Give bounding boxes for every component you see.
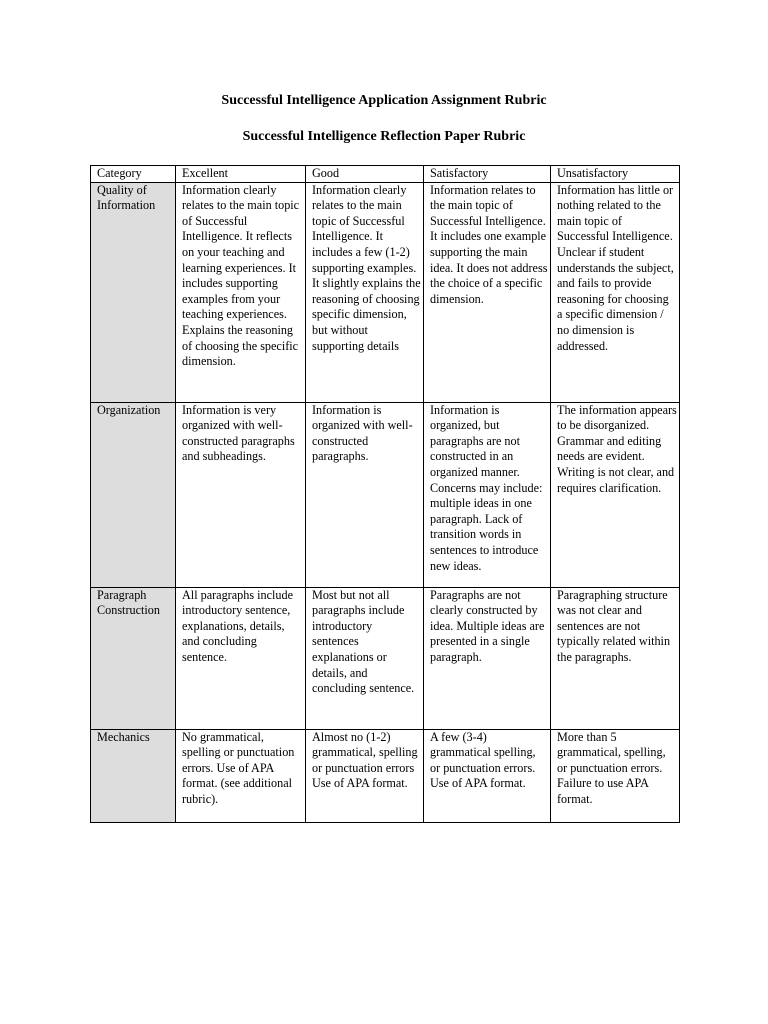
- satisfactory-cell: Information relates to the main topic of Successful Intelligence. It includes one example supporting the main idea. It does not address the choice of a specific dimension.: [424, 182, 551, 402]
- header-satisfactory: Satisfactory: [424, 166, 551, 183]
- excellent-cell: Information is very organized with well-constructed paragraphs and subheadings.: [176, 402, 306, 587]
- excellent-cell: Information clearly relates to the main topic of Successful Intelligence. It reflects on your teaching and learning experiences. It includes supporting examples from your teaching experiences. Explains the reasoning of choosing the specific dimension.: [176, 182, 306, 402]
- table-row: [91, 587, 680, 729]
- satisfactory-cell: Information is organized, but paragraphs are not constructed in an organized manner. Concerns may include: multiple ideas in one paragraph. Lack of transition words in sentences to introduce new ideas.: [424, 402, 551, 587]
- good-cell: Information is organized with well-constructed paragraphs.: [306, 402, 424, 587]
- header-excellent: Excellent: [176, 166, 306, 183]
- unsatisfactory-cell: The information appears to be disorganized. Grammar and editing needs are evident. Writing is not clear, and requires clarification.: [551, 402, 680, 587]
- header-category: Category: [91, 166, 176, 183]
- good-cell: Most but not all paragraphs include introductory sentences explanations or details, and concluding sentence.: [306, 587, 424, 729]
- rubric-title: Successful Intelligence Reflection Paper Rubric: [242, 129, 526, 144]
- satisfactory-cell: A few (3-4) grammatical spelling, or punctuation errors. Use of APA format.: [424, 729, 551, 822]
- category-cell: Organization: [91, 402, 176, 587]
- header-good: Good: [306, 166, 424, 183]
- category-cell: Mechanics: [91, 729, 176, 822]
- unsatisfactory-cell: Paragraphing structure was not clear and sentences are not typically related within the paragraphs.: [551, 587, 680, 729]
- unsatisfactory-cell: More than 5 grammatical, spelling, or punctuation errors. Failure to use APA format.: [551, 729, 680, 822]
- unsatisfactory-cell: Information has little or nothing related to the main topic of Successful Intelligence. Unclear if student understands the subject, and fails to provide reasoning for choosing a specific dimension / no dimension is addressed.: [551, 182, 680, 402]
- rubric-table: [90, 165, 680, 823]
- excellent-cell: All paragraphs include introductory sentence, explanations, details, and concluding sentence.: [176, 587, 306, 729]
- table-row: [91, 402, 680, 587]
- satisfactory-cell: Paragraphs are not clearly constructed by idea. Multiple ideas are presented in a single paragraph.: [424, 587, 551, 729]
- document-title: Successful Intelligence Application Assignment Rubric: [221, 93, 547, 108]
- header-unsatisfactory: Unsatisfactory: [551, 166, 680, 183]
- header-row: [91, 166, 680, 183]
- table-row: [91, 182, 680, 402]
- category-cell: Quality of Information: [91, 182, 176, 402]
- category-cell: Paragraph Construction: [91, 587, 176, 729]
- good-cell: Information clearly relates to the main topic of Successful Intelligence. It includes a few (1-2) supporting examples. It slightly explains the reasoning of choosing specific dimension, but without supporting details: [306, 182, 424, 402]
- table-row: [91, 729, 680, 822]
- excellent-cell: No grammatical, spelling or punctuation errors. Use of APA format. (see additional rubric).: [176, 729, 306, 822]
- good-cell: Almost no (1-2) grammatical, spelling or punctuation errors Use of APA format.: [306, 729, 424, 822]
